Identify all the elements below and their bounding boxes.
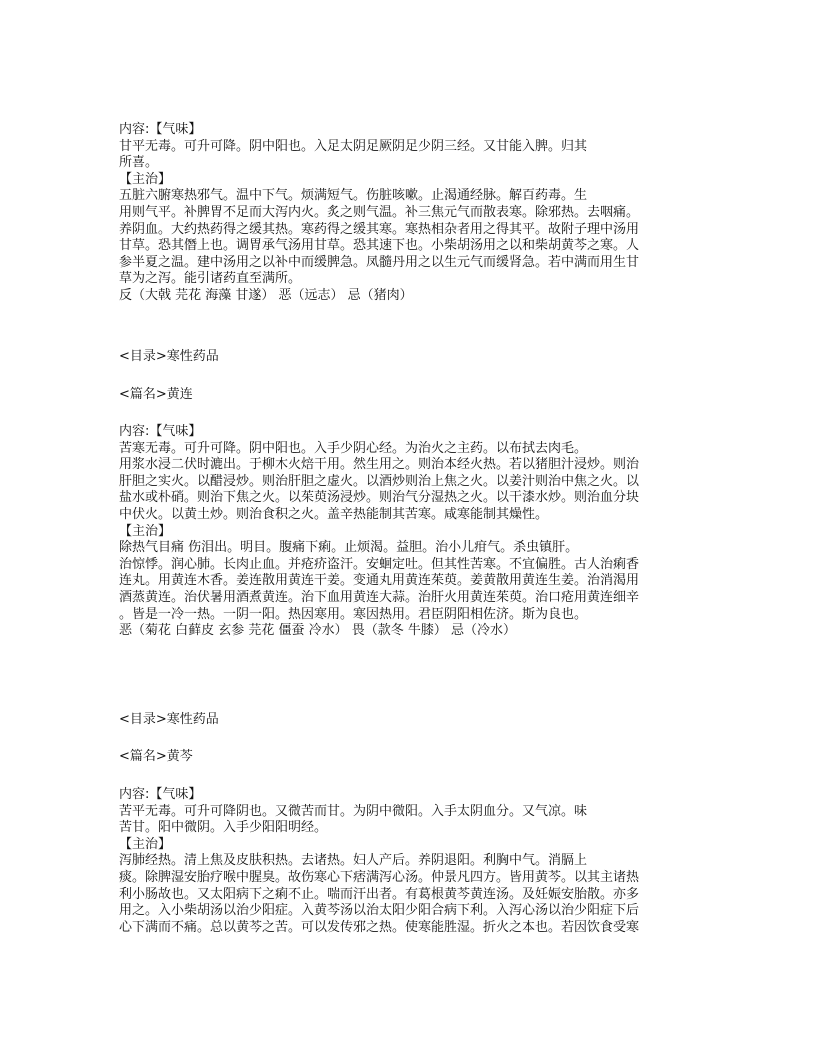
entry-title: <篇名>黄芩 [119, 749, 193, 764]
text-line: 五脏六腑寒热邪气。温中下气。烦满短气。伤脏咳嗽。止渴通经脉。解百药毒。生 [119, 188, 588, 204]
text-line: 治惊悸。润心肺。长肉止血。并疮疥盗汗。安蛔定吐。但其性苦寒。不宜偏胜。古人治痢香 [119, 556, 640, 572]
text-line: 内容:【气味】 [119, 424, 202, 439]
text-line: 苦甘。阳中微阴。入手少阳阳明经。 [119, 820, 328, 836]
text-line: 甘平无毒。可升可降。阴中阳也。入足太阴足厥阴足少阴三经。又甘能入脾。归其 [119, 138, 588, 154]
text-line: 心下满而不痛。总以黄芩之苦。可以发传邪之热。使寒能胜湿。折火之本也。若因饮食受寒 [119, 919, 640, 935]
text-line: 所喜。 [119, 155, 159, 171]
text-line: 【主治】 [119, 836, 172, 852]
text-line: 用之。入小柴胡汤以治少阳症。入黄芩汤以治太阳少阳合病下利。入泻心汤以治少阳症下后 [119, 903, 640, 919]
text-line: 养阴血。大约热药得之缓其热。寒药得之缓其寒。寒热相杂者用之得其平。故附子理中汤用 [119, 221, 640, 237]
text-line: 内容:【气味】 [119, 122, 202, 137]
text-line: 。皆是一冷一热。一阴一阳。热因寒用。寒因热用。君臣阴阳相佐济。斯为良也。 [119, 606, 588, 622]
text-line: 【主治】 [119, 171, 172, 187]
gancao-content [119, 122, 699, 305]
huangqin-content [119, 787, 699, 936]
huanglian-content [119, 424, 699, 640]
text-line: 泻肺经热。清上焦及皮肤积热。去诸热。妇人产后。养阴退阳。利胸中气。消膈上 [119, 853, 588, 869]
text-line: 内容:【气味】 [119, 787, 202, 802]
text-line: 草为之泻。能引诸药直至满所。 [119, 271, 302, 287]
text-line: 恶（菊花 白藓皮 玄参 芫花 僵蚕 冷水） 畏（款冬 牛膝） 忌（冷水） [119, 623, 517, 639]
text-line: 中伏火。以黄土炒。则治食积之火。盖辛热能制其苦寒。咸寒能制其燥性。 [119, 506, 549, 522]
text-line: 肝胆之实火。以醋浸炒。则治肝胆之虚火。以酒炒则治上焦之火。以姜汁则治中焦之火。以 [119, 473, 640, 489]
text-line: 痰。除脾湿安胎疗喉中腥臭。故伤寒心下痞满泻心汤。仲景凡四方。皆用黄芩。以其主诸热 [119, 869, 640, 885]
text-line: 甘草。恐其僭上也。调胃承气汤用甘草。恐其速下也。小柴胡汤用之以和柴胡黄芩之寒。人 [119, 238, 640, 254]
text-line: 连丸。用黄连木香。姜连散用黄连干姜。变通丸用黄连茱萸。姜黄散用黄连生姜。治消渴用 [119, 573, 640, 589]
entry-title: <篇名>黄连 [119, 387, 193, 402]
text-line: 酒蒸黄连。治伏暑用酒煮黄连。治下血用黄连大蒜。治肝火用黄连茱萸。治口疮用黄连细辛 [119, 589, 640, 605]
text-line: 用浆水浸二伏时漉出。于柳木火焙干用。然生用之。则治本经火热。若以猪胆汁浸炒。则治 [119, 457, 640, 473]
text-line: 除热气目痛 伤泪出。明目。腹痛下痢。止烦渴。益胆。治小儿疳气。杀虫镇肝。 [119, 540, 579, 556]
text-line: 用则气平。补脾胃不足而大泻内火。炙之则气温。补三焦元气而散表寒。除邪热。去咽痛。 [119, 204, 640, 220]
catalog-heading: <目录>寒性药品 [119, 712, 219, 727]
text-line: 苦寒无毒。可升可降。阴中阳也。入手少阴心经。为治火之主药。以布拭去肉毛。 [119, 440, 588, 456]
text-line: 利小肠故也。又太阳病下之痢不止。喘而汗出者。有葛根黄芩黄连汤。及妊娠安胎散。亦多 [119, 886, 640, 902]
text-line: 苦平无毒。可升可降阴也。又微苦而甘。为阴中微阳。入手太阴血分。又气凉。味 [119, 803, 588, 819]
text-line: 【主治】 [119, 523, 172, 539]
catalog-heading: <目录>寒性药品 [119, 349, 219, 364]
text-line: 反（大戟 芫花 海藻 甘遂） 恶（远志） 忌（猪肉） [119, 287, 413, 303]
text-line: 盐水或朴硝。则治下焦之火。以茱萸汤浸炒。则治气分湿热之火。以干漆水炒。则治血分块 [119, 490, 640, 506]
text-line: 参半夏之温。建中汤用之以补中而缓脾急。凤髓丹用之以生元气而缓肾急。若中满而用生甘 [119, 254, 640, 270]
